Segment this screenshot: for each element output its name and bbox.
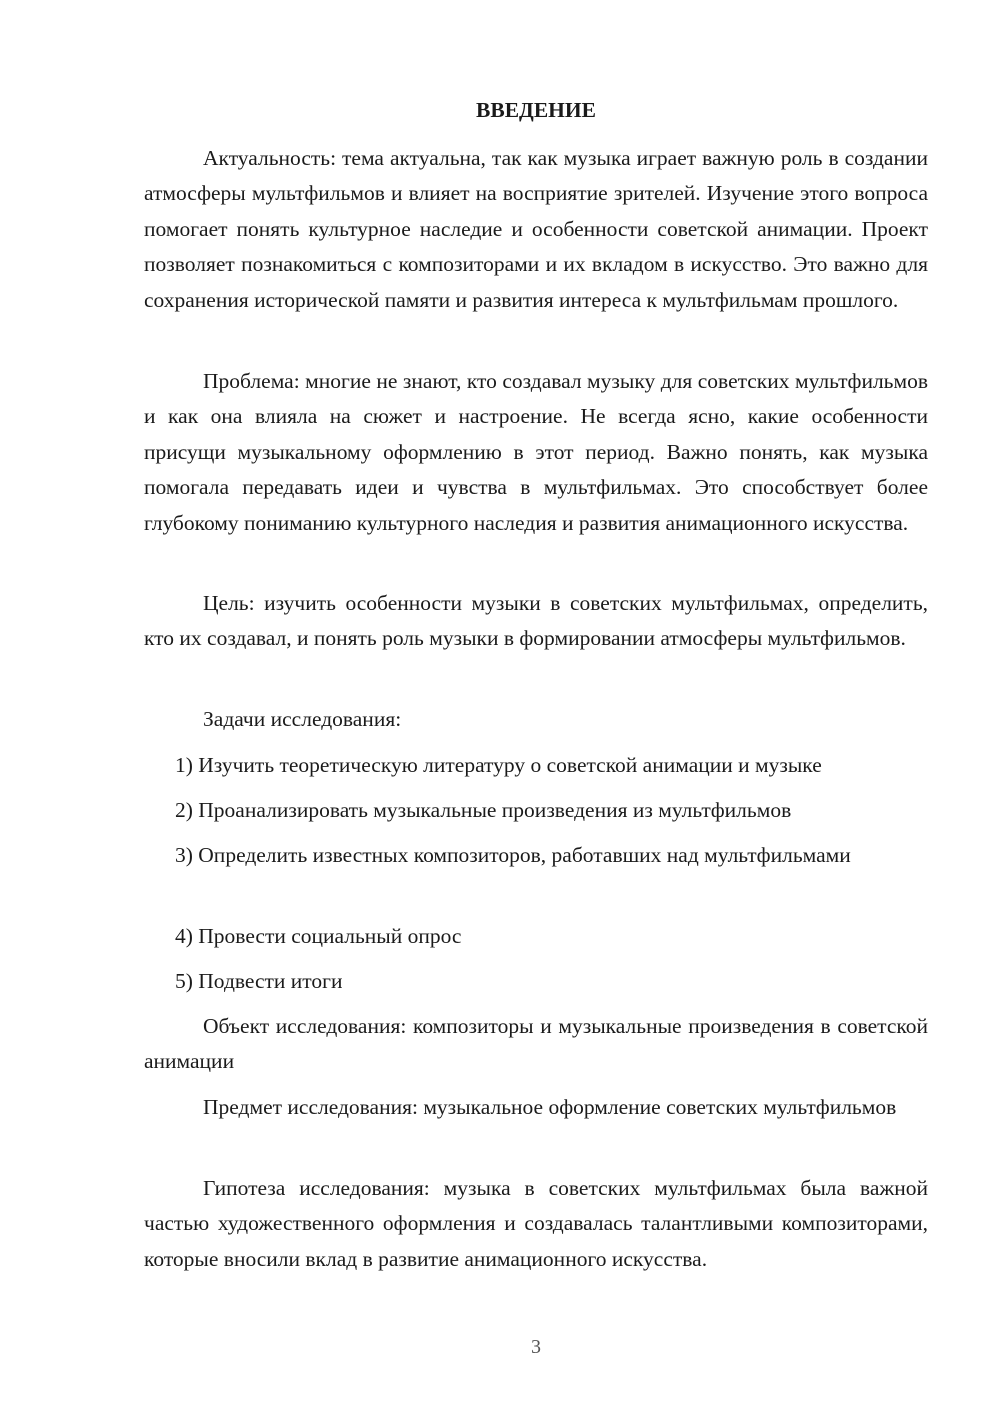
task-item-1: 1) Изучить теоретическую литературу о советской анимации и музыке [175,753,822,777]
page-heading: ВВЕДЕНИЕ [476,98,596,122]
paragraph-relevance: Актуальность: тема актуальна, так как музыка играет важную роль в создании атмосферы мультфильмов и влияет на восприятие зрителей. Изучение этого вопроса помогает понять культурное наследие и особенности советской анимации. Проект позволяет познакомиться с композиторами и их вкладом в искусство. Это важно для сохранения исторической памяти и развития интереса к мультфильмам прошлого. [144,146,928,312]
task-item-3: 3) Определить известных композиторов, работавших над мультфильмами [175,843,851,867]
page-number: 3 [531,1336,541,1358]
tasks-title: Задачи исследования: [203,707,402,731]
paragraph-hypothesis: Гипотеза исследования: музыка в советских мультфильмах была важной частью художественного оформления и создавалась талантливыми композиторами, которые вносили вклад в развитие анимационного искусства. [144,1176,928,1271]
paragraph-subject: Предмет исследования: музыкальное оформление советских мультфильмов [203,1095,897,1119]
paragraph-goal: Цель: изучить особенности музыки в советских мультфильмах, определить, кто их создавал, и понять роль музыки в формировании атмосферы мультфильмов. [144,591,928,651]
task-item-4: 4) Провести социальный опрос [175,924,462,948]
task-item-2: 2) Проанализировать музыкальные произведения из мультфильмов [175,798,792,822]
task-item-5: 5) Подвести итоги [175,969,343,993]
paragraph-problem: Проблема: многие не знают, кто создавал музыку для советских мультфильмов и как она влияла на сюжет и настроение. Не всегда ясно, какие особенности присущи музыкальному оформлению в этот период. Важно понять, как музыка помогала передавать идеи и чувства в мультфильмах. Это способствует более глубокому пониманию культурного наследия и развития анимационного искусства. [144,369,928,535]
paragraph-object: Объект исследования: композиторы и музыкальные произведения в советской анимации [144,1014,928,1074]
